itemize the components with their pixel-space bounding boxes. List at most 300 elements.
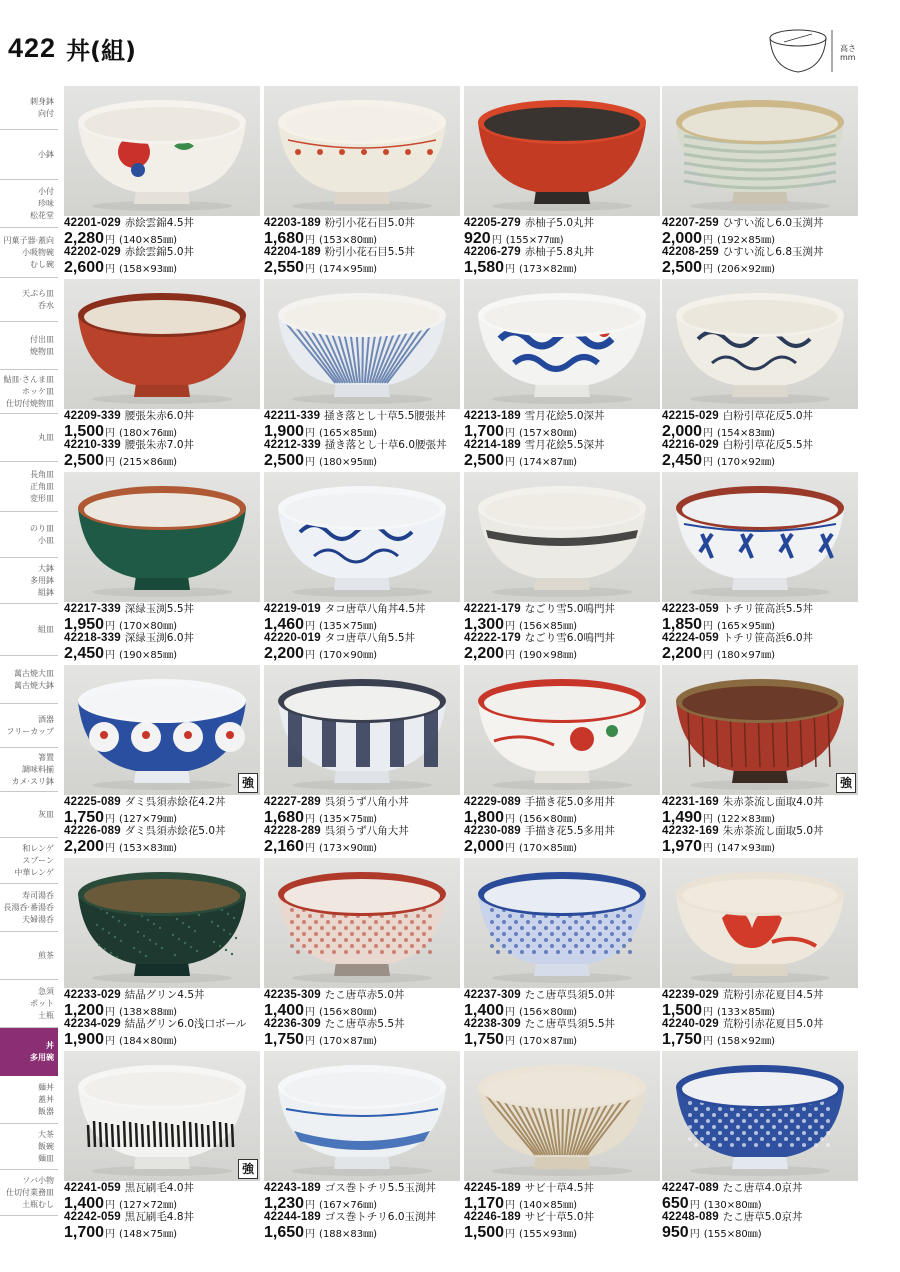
product-photo[interactable] [264, 86, 460, 216]
product-size: (190×85㎜) [119, 650, 178, 661]
product-size: (153×83㎜) [119, 843, 178, 854]
product-price: 2,000 [662, 230, 703, 247]
product-entry [464, 246, 664, 277]
price-currency: 円 [305, 457, 316, 468]
product-code: 42237-309 [464, 989, 521, 1001]
product-name: なごり雪5.0鳴門丼 [524, 603, 615, 615]
product-price: 1,950 [64, 616, 105, 633]
product-size: (130×80㎜) [703, 1200, 762, 1211]
product-entry [264, 246, 464, 277]
product-size: (170×80㎜) [119, 621, 178, 632]
product-price: 2,200 [464, 645, 505, 662]
product-code: 42222-179 [464, 632, 521, 644]
product-card[interactable] [264, 858, 460, 1050]
product-size: (188×83㎜) [319, 1229, 378, 1240]
bowl-image [464, 472, 660, 602]
product-size: (180×76㎜) [119, 428, 178, 439]
product-price: 1,750 [264, 1031, 305, 1048]
product-code: 42238-309 [464, 1018, 521, 1030]
bowl-image [264, 665, 460, 795]
product-size: (174×95㎜) [319, 264, 378, 275]
product-photo[interactable] [64, 472, 260, 602]
product-entry [64, 796, 264, 827]
product-card[interactable] [662, 86, 858, 278]
product-card[interactable] [662, 279, 858, 471]
product-name: 朱赤茶流し面取5.0丼 [722, 825, 824, 837]
bowl-image [464, 665, 660, 795]
product-code: 42244-189 [264, 1211, 321, 1223]
product-photo[interactable] [662, 279, 858, 409]
product-size: (138×88㎜) [119, 1007, 178, 1018]
product-size: (127×72㎜) [119, 1200, 178, 1211]
product-entry [464, 217, 664, 248]
product-entry [464, 1211, 664, 1242]
sidebar-item-7[interactable] [0, 414, 58, 462]
product-price: 920 [464, 230, 491, 247]
price-currency: 円 [305, 621, 316, 632]
product-photo[interactable] [64, 279, 260, 409]
diagram-label [840, 44, 856, 62]
product-price: 1,750 [662, 1031, 703, 1048]
price-currency: 円 [105, 1200, 116, 1211]
sidebar-item-label: 麺丼 蓋丼 飯器 [38, 1082, 54, 1116]
product-photo[interactable] [64, 1051, 260, 1181]
product-code: 42227-289 [264, 796, 321, 808]
product-card[interactable] [264, 279, 460, 471]
product-photo[interactable] [464, 665, 660, 795]
price-currency: 円 [505, 650, 516, 661]
price-currency: 円 [505, 621, 516, 632]
price-currency: 円 [505, 1229, 516, 1240]
product-code: 42245-189 [464, 1182, 521, 1194]
product-entry [64, 603, 264, 634]
product-photo[interactable] [264, 472, 460, 602]
price-currency: 円 [703, 428, 714, 439]
product-name: 呉須うず八角大丼 [324, 825, 409, 837]
product-name: 赤絵雲錦4.5丼 [124, 217, 194, 229]
sidebar-item-18[interactable] [0, 932, 58, 980]
product-code: 42224-059 [662, 632, 719, 644]
product-card[interactable] [64, 665, 260, 857]
product-entry [264, 1018, 464, 1049]
product-price: 1,400 [464, 1002, 505, 1019]
product-name: 深緑玉渕6.0丼 [124, 632, 194, 644]
product-photo[interactable] [64, 665, 260, 795]
product-card[interactable] [464, 1051, 660, 1243]
product-entry [64, 217, 264, 248]
sidebar-item-5[interactable] [0, 322, 58, 370]
product-name: 赤柚子5.0丸丼 [524, 217, 594, 229]
sidebar-item-11[interactable] [0, 604, 58, 656]
product-price: 1,680 [264, 230, 305, 247]
price-currency: 円 [703, 235, 714, 246]
product-size: (156×85㎜) [519, 621, 578, 632]
product-entry [464, 989, 664, 1020]
product-photo[interactable] [264, 1051, 460, 1181]
sidebar-item-label: ソバ小物 仕切付業務皿 土瓶むし [6, 1175, 54, 1209]
product-price: 1,500 [662, 1002, 703, 1019]
product-code: 42225-089 [64, 796, 121, 808]
price-currency: 円 [689, 1229, 700, 1240]
product-entry [264, 1211, 464, 1242]
product-price: 1,200 [64, 1002, 105, 1019]
price-currency: 円 [105, 650, 116, 661]
product-entry [464, 632, 664, 663]
price-currency: 円 [105, 1007, 116, 1018]
product-name: たこ唐草5.0京丼 [722, 1211, 803, 1223]
product-photo[interactable] [464, 279, 660, 409]
price-currency: 円 [505, 457, 516, 468]
product-entry [64, 1018, 264, 1049]
product-name: たこ唐草呉須5.5丼 [524, 1018, 615, 1030]
price-currency: 円 [105, 621, 116, 632]
product-price: 1,230 [264, 1195, 305, 1212]
product-code: 42226-089 [64, 825, 121, 837]
product-code: 42219-019 [264, 603, 321, 615]
bowl-image [264, 1051, 460, 1181]
price-currency: 円 [305, 1036, 316, 1047]
product-name: 荒粉引赤花夏目4.5丼 [722, 989, 824, 1001]
sidebar-item-label: 大茶 飯碗 麺皿 [38, 1129, 54, 1163]
product-entry [464, 439, 664, 470]
sidebar-item-label: 鮎皿·さんま皿 ホッケ皿 仕切付焼物皿 [3, 374, 54, 408]
product-code: 42214-189 [464, 439, 521, 451]
price-currency: 円 [305, 1007, 316, 1018]
product-card[interactable] [662, 472, 858, 664]
product-photo[interactable] [264, 279, 460, 409]
price-currency: 円 [703, 621, 714, 632]
product-card[interactable] [464, 86, 660, 278]
bowl-image [64, 1051, 260, 1181]
product-price: 1,750 [64, 809, 105, 826]
product-size: (215×86㎜) [119, 457, 178, 468]
product-photo[interactable] [464, 1051, 660, 1181]
sidebar-item-17[interactable] [0, 884, 58, 932]
product-name: 掻き落とし十草6.0腰張丼 [324, 439, 447, 451]
sidebar-item-22[interactable] [0, 1124, 58, 1170]
product-name: 白粉引草花反5.0丼 [722, 410, 813, 422]
product-code: 42234-029 [64, 1018, 121, 1030]
product-price: 2,200 [64, 838, 105, 855]
product-price: 1,650 [264, 1224, 305, 1241]
bowl-image [264, 472, 460, 602]
product-entry [64, 410, 264, 441]
sidebar-item-label: のり皿 小皿 [30, 523, 54, 545]
price-currency: 円 [703, 264, 714, 275]
sidebar-item-15[interactable] [0, 792, 58, 838]
product-code: 42240-029 [662, 1018, 719, 1030]
product-size: (156×80㎜) [519, 1007, 578, 1018]
product-code: 42201-029 [64, 217, 121, 229]
product-entry [662, 410, 862, 441]
product-card[interactable] [264, 1051, 460, 1243]
product-code: 42235-309 [264, 989, 321, 1001]
page-number: 422 [8, 32, 57, 63]
product-card[interactable] [64, 86, 260, 278]
product-entry [464, 825, 664, 856]
sidebar-item-label: 丼 多用碗 [30, 1040, 54, 1062]
product-code: 42236-309 [264, 1018, 321, 1030]
product-size: (192×85㎜) [717, 235, 776, 246]
sidebar-item-label: 箸置 調味料揃 カメ·スリ鉢 [11, 752, 54, 786]
product-price: 950 [662, 1224, 689, 1241]
sidebar-item-12[interactable] [0, 656, 58, 704]
sidebar-item-label: 刺身鉢 向付 [30, 96, 54, 118]
bowl-image [264, 279, 460, 409]
bowl-image [662, 279, 858, 409]
page-title: 丼(組) [66, 36, 136, 65]
price-currency: 円 [105, 1229, 116, 1240]
page-header [8, 26, 136, 70]
sidebar-item-label: 長角皿 正角皿 変形皿 [30, 469, 54, 503]
product-entry [64, 1182, 264, 1213]
product-price: 1,500 [464, 1224, 505, 1241]
product-card[interactable] [64, 1051, 260, 1243]
bowl-image [64, 858, 260, 988]
price-currency: 円 [505, 428, 516, 439]
diagram-unit-label: mm [840, 53, 856, 62]
product-photo[interactable] [662, 858, 858, 988]
bowl-image [662, 858, 858, 988]
bowl-image [662, 86, 858, 216]
product-name: トチリ笹高浜6.0丼 [722, 632, 813, 644]
product-name: ひすい流し6.0玉渕丼 [722, 217, 824, 229]
sidebar-item-16[interactable] [0, 838, 58, 884]
product-price: 2,500 [64, 452, 105, 469]
product-name: タコ唐草八角丼4.5丼 [324, 603, 426, 615]
sidebar-item-8[interactable] [0, 462, 58, 512]
product-photo[interactable] [264, 665, 460, 795]
product-code: 42208-259 [662, 246, 719, 258]
product-name: ダミ呉須赤絵花5.0丼 [124, 825, 226, 837]
product-entry [464, 603, 664, 634]
price-currency: 円 [105, 457, 116, 468]
sidebar-item-label: 小付 珍味 松花堂 [30, 186, 54, 220]
sidebar-item-21[interactable] [0, 1076, 58, 1124]
product-code: 42209-339 [64, 410, 121, 422]
product-code: 42220-019 [264, 632, 321, 644]
product-card[interactable] [64, 279, 260, 471]
product-card[interactable] [464, 472, 660, 664]
product-size: (173×90㎜) [319, 843, 378, 854]
sidebar-item-label: 和レンゲ スプーン 中華レンゲ [14, 843, 54, 877]
sidebar-item-label: 灰皿 [38, 809, 54, 819]
product-photo[interactable] [464, 472, 660, 602]
product-size: (153×80㎜) [319, 235, 378, 246]
sidebar-item-10[interactable] [0, 558, 58, 604]
product-code: 42230-089 [464, 825, 521, 837]
price-currency: 円 [305, 264, 316, 275]
product-name: 赤柚子5.8丸丼 [524, 246, 594, 258]
product-price: 2,000 [662, 423, 703, 440]
bowl-image [464, 86, 660, 216]
product-card[interactable] [264, 472, 460, 664]
price-currency: 円 [505, 814, 516, 825]
product-price: 2,500 [264, 452, 305, 469]
product-price: 1,750 [464, 1031, 505, 1048]
product-size: (155×77㎜) [505, 235, 564, 246]
product-price: 2,160 [264, 838, 305, 855]
price-currency: 円 [305, 1200, 316, 1211]
sidebar-item-20[interactable] [0, 1028, 58, 1076]
sidebar-item-0[interactable] [0, 86, 58, 130]
bowl-image [64, 665, 260, 795]
product-entry [662, 1211, 862, 1242]
product-price: 1,490 [662, 809, 703, 826]
product-name: 手描き花5.0多用丼 [524, 796, 615, 808]
product-code: 42239-029 [662, 989, 719, 1001]
product-name: 結晶グリン4.5丼 [124, 989, 205, 1001]
price-currency: 円 [305, 650, 316, 661]
product-code: 42211-339 [264, 410, 321, 422]
product-size: (122×83㎜) [717, 814, 776, 825]
product-card[interactable] [464, 279, 660, 471]
strength-badge: 強 [238, 773, 258, 793]
product-entry [264, 989, 464, 1020]
product-price: 1,170 [464, 1195, 505, 1212]
product-price: 1,400 [264, 1002, 305, 1019]
product-name: 黒瓦刷毛4.8丼 [124, 1211, 194, 1223]
price-currency: 円 [505, 264, 516, 275]
product-photo[interactable] [264, 858, 460, 988]
sidebar-item-1[interactable] [0, 130, 58, 180]
product-price: 1,700 [64, 1224, 105, 1241]
product-size: (170×87㎜) [319, 1036, 378, 1047]
product-entry [264, 1182, 464, 1213]
product-entry [64, 439, 264, 470]
price-currency: 円 [703, 1036, 714, 1047]
product-card[interactable] [264, 665, 460, 857]
product-code: 42218-339 [64, 632, 121, 644]
product-size: (156×80㎜) [519, 814, 578, 825]
product-card[interactable] [464, 665, 660, 857]
product-name: 赤絵雲錦5.0丼 [124, 246, 194, 258]
product-size: (140×85㎜) [119, 235, 178, 246]
product-name: 呉須うず八角小丼 [324, 796, 409, 808]
sidebar-item-2[interactable] [0, 180, 58, 228]
product-photo[interactable] [662, 86, 858, 216]
product-entry [662, 825, 862, 856]
product-name: ゴス巻トチリ5.5玉渕丼 [324, 1182, 436, 1194]
sidebar-item-6[interactable] [0, 370, 58, 414]
product-card[interactable] [662, 1051, 858, 1243]
product-card[interactable] [264, 86, 460, 278]
price-currency: 円 [703, 843, 714, 854]
sidebar-item-14[interactable] [0, 748, 58, 792]
product-size: (180×97㎜) [717, 650, 776, 661]
product-entry [264, 796, 464, 827]
product-name: ダミ呉須赤絵花4.2丼 [124, 796, 226, 808]
product-code: 42213-189 [464, 410, 521, 422]
product-size: (167×76㎜) [319, 1200, 378, 1211]
product-code: 42217-339 [64, 603, 121, 615]
sidebar-item-9[interactable] [0, 512, 58, 558]
product-price: 1,970 [662, 838, 703, 855]
product-name: 腰張朱赤6.0丼 [124, 410, 194, 422]
sidebar-item-label: 萬古焼大皿 萬古焼大鉢 [14, 668, 54, 690]
product-photo[interactable] [662, 665, 858, 795]
product-card[interactable] [662, 665, 858, 857]
product-card[interactable] [64, 858, 260, 1050]
product-photo[interactable] [464, 858, 660, 988]
product-entry [264, 632, 464, 663]
sidebar-item-label: 大鉢 多用鉢 組鉢 [30, 563, 54, 597]
product-price: 1,500 [64, 423, 105, 440]
sidebar-item-label: 小鉢 [38, 149, 54, 159]
product-card[interactable] [64, 472, 260, 664]
sidebar-item-19[interactable] [0, 980, 58, 1028]
product-size: (148×75㎜) [119, 1229, 178, 1240]
product-name: タコ唐草八角5.5丼 [324, 632, 415, 644]
price-currency: 円 [105, 814, 116, 825]
product-price: 1,900 [64, 1031, 105, 1048]
product-card[interactable] [662, 858, 858, 1050]
sidebar-item-4[interactable] [0, 278, 58, 322]
product-name: ひすい流し6.8玉渕丼 [722, 246, 824, 258]
sidebar-item-13[interactable] [0, 704, 58, 748]
product-name: サビ十草4.5丼 [524, 1182, 594, 1194]
product-photo[interactable] [662, 1051, 858, 1181]
price-currency: 円 [305, 235, 316, 246]
product-photo[interactable] [662, 472, 858, 602]
product-photo[interactable] [64, 858, 260, 988]
bowl-image [662, 1051, 858, 1181]
sidebar-item-23[interactable] [0, 1170, 58, 1216]
bowl-image [464, 279, 660, 409]
product-entry [662, 1018, 862, 1049]
product-size: (170×85㎜) [519, 843, 578, 854]
diagram-height-label: 高さ [840, 44, 856, 53]
strength-badge: 強 [836, 773, 856, 793]
product-size: (184×80㎜) [119, 1036, 178, 1047]
product-size: (156×80㎜) [319, 1007, 378, 1018]
product-price: 1,580 [464, 259, 505, 276]
product-photo[interactable] [464, 86, 660, 216]
price-currency: 円 [105, 428, 116, 439]
product-photo[interactable] [64, 86, 260, 216]
bowl-image [662, 472, 858, 602]
sidebar-item-3[interactable] [0, 228, 58, 278]
bowl-image [64, 472, 260, 602]
product-price: 1,800 [464, 809, 505, 826]
sidebar-item-label: 丸皿 [38, 432, 54, 442]
product-card[interactable] [464, 858, 660, 1050]
product-entry [662, 217, 862, 248]
bowl-image [464, 858, 660, 988]
product-code: 42203-189 [264, 217, 321, 229]
product-code: 42229-089 [464, 796, 521, 808]
price-currency: 円 [703, 1007, 714, 1018]
product-price: 650 [662, 1195, 689, 1212]
product-price: 1,900 [264, 423, 305, 440]
price-currency: 円 [505, 1007, 516, 1018]
product-name: 雪月花絵5.5深丼 [524, 439, 605, 451]
product-name: 手描き花5.5多用丼 [524, 825, 615, 837]
product-entry [662, 439, 862, 470]
product-entry [464, 796, 664, 827]
product-size: (158×93㎜) [119, 264, 178, 275]
product-size: (170×92㎜) [717, 457, 776, 468]
product-code: 42205-279 [464, 217, 521, 229]
product-size: (190×98㎜) [519, 650, 578, 661]
price-currency: 円 [105, 264, 116, 275]
product-entry [64, 246, 264, 277]
product-entry [264, 217, 464, 248]
product-name: なごり雪6.0鳴門丼 [524, 632, 615, 644]
product-price: 2,600 [64, 259, 105, 276]
product-size: (173×82㎜) [519, 264, 578, 275]
product-code: 42231-169 [662, 796, 719, 808]
